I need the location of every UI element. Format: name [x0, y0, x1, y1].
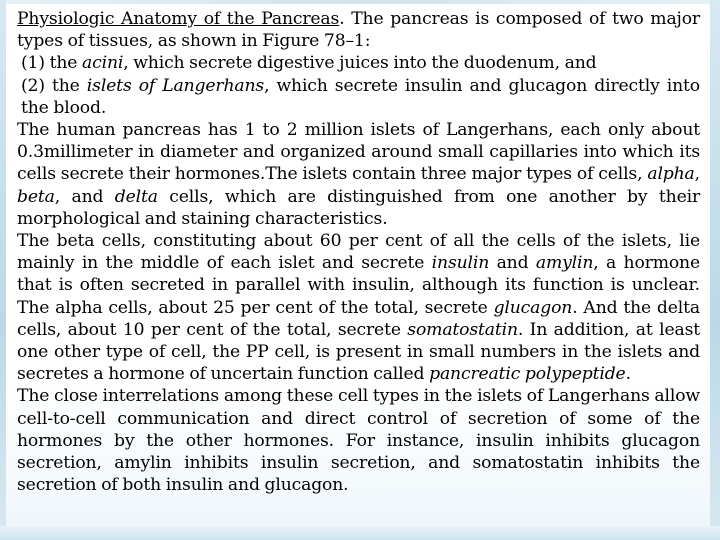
term-amylin: amylin	[535, 253, 594, 274]
paragraph-text: , and	[54, 186, 115, 207]
interrelations-paragraph: The close interrelations among these cell types in the islets of Langerhans allow cell-to-cell communication and direct control of secretion of some of the hormones by the other hormones. For instance, insulin inhibits glucagon secretion, amylin inhibits insulin secretion, and somatostatin inhibits the secretion of both insulin and glucagon.	[17, 386, 700, 496]
term-alpha: alpha	[647, 164, 695, 185]
paragraph-text: and	[489, 253, 536, 274]
cell-types-paragraph	[17, 230, 700, 385]
paragraph-text: cells, which are distinguished from one another by their morphological and staining characteristics.	[17, 186, 701, 229]
list-item-islets	[17, 75, 700, 119]
islets-paragraph	[17, 119, 700, 230]
term-pancreatic-polypeptide: pancreatic polypeptide	[429, 364, 626, 385]
slide-border-top	[0, 0, 720, 4]
list-item-text: , which secrete insulin and glucagon directly into the blood.	[21, 75, 700, 118]
term-delta: delta	[114, 186, 158, 207]
paragraph-text: The human pancreas has 1 to 2 million islets of Langerhans, each only about 0.3millimeter in diameter and organized around small capillaries into which its cells secrete their hormones.The islets contain three major types of cells,	[17, 120, 700, 185]
term-somatostatin: somatostatin	[407, 319, 518, 340]
term-glucagon: glucagon	[493, 297, 573, 318]
slide-border-bottom	[0, 526, 720, 540]
paragraph-text: The beta cells, constituting about 60 per cent of all the cells of the islets, lie mainly in the middle of each islet and secrete	[17, 231, 700, 274]
list-item-prefix: (2) the	[21, 75, 87, 96]
paragraph-text: ,	[694, 164, 700, 185]
slide-border-right	[710, 0, 720, 540]
list-item-acini	[17, 52, 700, 74]
slide-body	[17, 8, 700, 496]
intro-text: . The pancreas is composed of two major types of tissues, as shown in Figure 78–1:	[17, 9, 700, 52]
list-item-prefix: (1) the	[21, 53, 83, 74]
list-item-text: , which secrete digestive juices into the duodenum, and	[123, 53, 597, 74]
section-title: Physiologic Anatomy of the Pancreas	[17, 9, 340, 29]
slide-border-left	[0, 0, 6, 540]
intro-paragraph	[17, 8, 700, 52]
paragraph-text: . And the delta cells, about 10 per cent of the total, secrete	[17, 297, 700, 340]
term-beta: beta	[17, 186, 55, 207]
paragraph-text: , a hormone that is often secreted in parallel with insulin, although its function is unclear. The alpha cells, about 25 per cent of the total, secrete	[17, 253, 700, 318]
term-islets-of-langerhans: islets of Langerhans	[86, 75, 265, 96]
term-acini: acini	[82, 53, 124, 74]
term-insulin: insulin	[431, 253, 490, 274]
paragraph-text: .	[625, 364, 631, 385]
paragraph-text: . In addition, at least one other type of cell, the PP cell, is present in small numbers in the islets and secretes a hormone of uncertain function called	[17, 319, 701, 385]
